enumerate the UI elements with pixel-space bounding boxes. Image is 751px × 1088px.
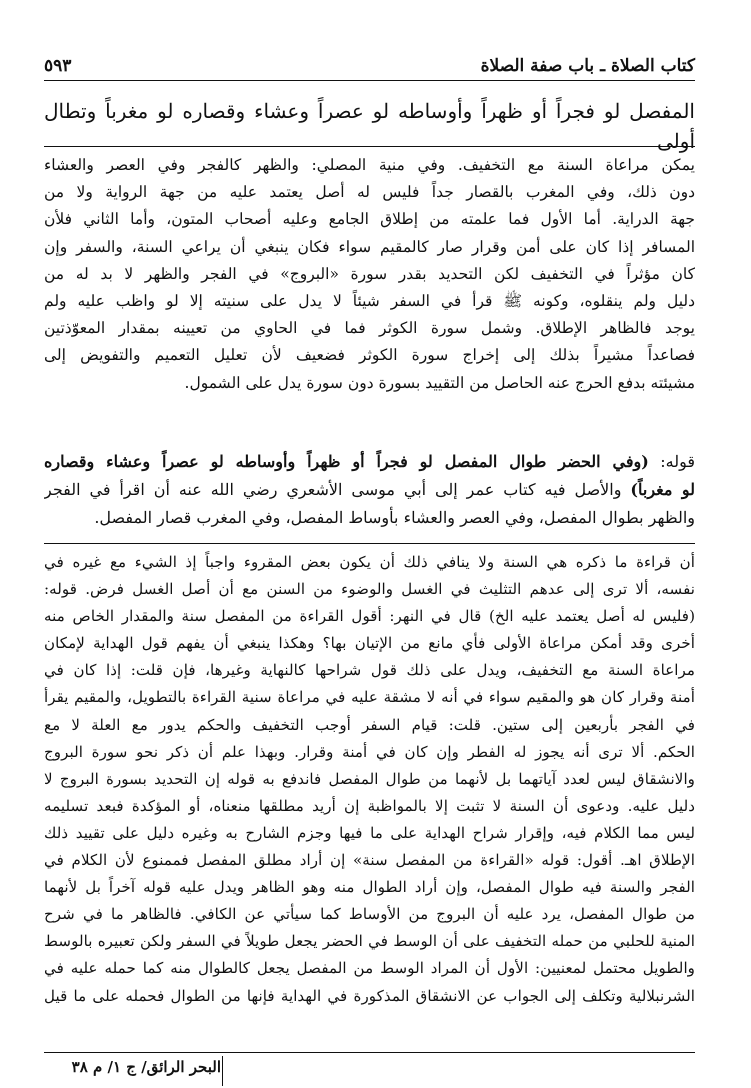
footnote-line: (فليس له أصل يعتمد عليه الخ) قال في النهر: أقول القراءة من المفصل سنة والمقدار الخاص منه — [44, 607, 695, 626]
commentary-line: مشيئته بدفع الحرج عنه الحاصل من التقييد بسورة دون سورة يدل على الشمول. — [184, 373, 695, 392]
footnote-line: دليل عليه. ودعوى أن السنة لا تثبت إلا بالمواظبة إن أريد مطلقها منعناه، أو المؤكدة فبعد تسليمه — [44, 796, 695, 815]
footnote-line: الإطلاق اهـ. أقول: قوله «القراءة من المفصل سنة» إن أراد مطلق المفصل فممنوع لأن الكلام في — [44, 851, 695, 870]
chapter-title: كتاب الصلاة ـ باب صفة الصلاة — [480, 56, 695, 76]
quote-lead: قوله: — [660, 452, 695, 471]
quote-block — [44, 448, 695, 532]
footnote-line: ليس مما الكلام فيه، وإقرار شراح الهداية على ما فيها وجزم الشارح به وغيره دليل على تقييد ذلك — [44, 823, 695, 842]
main-text: المفصل لو فجراً أو ظهراً وأوساطه لو عصراً وعشاء وقصاره لو مغرباً وتطال أولى — [44, 99, 695, 153]
commentary-block — [44, 152, 695, 397]
commentary-line: دليل ولم ينقلوه، وكونه ﷺ قرأ في السفر شيئاً لا يدل على سنيته إلا لو واظب عليه ولم — [44, 292, 695, 311]
footnote-line: من طوال المفصل، يرد عليه أن البروج من الأوساط كما سيأتي عن الكافي. فالظاهر ما في شرح — [44, 905, 695, 924]
quote-bold-text: (وفي الحضر طوال المفصل لو فجراً أو ظهراً وأوساطه لو عصراً وعشاء وقصاره — [44, 452, 649, 471]
footnote-line: مراعاة السنة مع التخفيف، ويدل على ذلك قول شراحها كالنهاية وغيرها، فإن قلت: إذا كان في — [44, 661, 695, 680]
commentary-line: المسافر إذا كان على أمن وقرار صار كالمقيم سواء فكان ينبغي أن يراعي السنة، والسفر وإن — [44, 237, 695, 256]
quote-line-3: والظهر بطوال المفصل، وفي العصر والعشاء بأوساط المفصل، وفي المغرب قصار المفصل. — [94, 508, 695, 527]
footnote-block — [44, 549, 695, 1010]
footnote-line: الفجر والسنة فيه طوال المفصل، وإن أراد الطوال منه وهو الظاهر ويدل عليه قوله آخراً بل لأنهما — [44, 878, 695, 897]
footnote-line: الشرنبلالية وتكلف إلى الجواب عن الانشقاق المذكورة في الهداية فإنها من الطوال فحمله على ما قيل — [44, 986, 695, 1005]
footnote-line: المنية للحلبي من حمله التخفيف على أن الوسط في الحضر يجعل طويلاً في السفر ولكن تعبيره بالوسط — [44, 932, 695, 951]
main-text-divider — [44, 146, 695, 147]
footer-divider — [222, 1056, 223, 1086]
footnote-line: والانشقاق ليس لعدد آياتهما بل لأنهما من طوال المفصل فاندفع به قوله إن التحديد بسورة البروج لا — [44, 769, 695, 788]
quote-line-1 — [44, 448, 695, 476]
footnote-divider — [44, 543, 695, 544]
header-rule — [44, 80, 695, 81]
footnote-line: أمنة وقرار كان هو والمقيم سواء في أنه لا مشقة عليه في مراعاة سنية القراءة بالتطويل، والمقيم يقرأ — [44, 688, 695, 707]
footnote-line: أخرى وقد أمكن مراعاة الأولى فأي مانع من الإتيان بها؟ وهكذا ينبغي أن يفهم قول الهداية لإمكان — [44, 634, 695, 653]
footnote-line: نفسه، ألا ترى إلى عدهم التثليث في الغسل والوضوء من السنن مع أن أصل الغسل فرض. قوله: — [44, 580, 695, 599]
footnote-line: الحكم. ألا ترى أنه يجوز له الفطر وإن كان في أمنة وقرار. وبهذا علم أن ذكر نحو سورة البروج — [44, 742, 695, 761]
footnote-line: في الفجر بأربعين إلى ستين. قلت: قيام السفر أوجب التخفيف والحكم يدور مع العلة لا مع — [44, 715, 695, 734]
page-number: ٥٩٣ — [44, 56, 72, 76]
footer-book-ref: البحر الرائق/ ج ١/ م ٣٨ — [71, 1058, 221, 1076]
commentary-line: كان مؤثراً في التخفيف لكن التحديد بقدر سورة «البروج» في الفجر والظهر لا بد له من — [44, 264, 695, 283]
commentary-line: يمكن مراعاة السنة مع التخفيف. وفي منية المصلي: والظهر كالفجر وفي العصر والعشاء — [44, 156, 695, 174]
quote-text: والأصل فيه كتاب عمر إلى أبي موسى الأشعري رضي الله عنه أن اقرأ في الفجر — [44, 480, 622, 499]
commentary-line: دون ذلك، وفي المغرب بالقصار جداً فليس له أصل يعتمد عليه من جهة الرواية ولا من — [44, 183, 695, 202]
footnote-line: أن قراءة ما ذكره هي السنة ولا ينافي ذلك أن يكون بعض المقروء واجباً إذ الشيء مع غيره في — [44, 553, 695, 571]
footnote-line: والطويل محتمل لمعنيين: الأول أن المراد الوسط من المفصل يجعل كالطوال منه كما حمله عليه في — [44, 959, 695, 978]
commentary-line: جهة الدراية. أما الأول فما علمته من إطلاق الجامع وعليه أصحاب المتون، وأما الثاني فلأن — [44, 210, 695, 229]
footer-rule — [44, 1052, 695, 1053]
commentary-line: يوجد فالظاهر الإطلاق. وشمل سورة الكوثر فما في الحاوي من تعيينه بمقدار المعوّذتين — [44, 319, 695, 338]
quote-line-2 — [44, 476, 695, 504]
page-header — [44, 50, 695, 76]
quote-bold-text: لو مغرباً) — [630, 480, 695, 499]
commentary-line: فصاعداً مشيراً بذلك إلى إخراج سورة الكوثر فضعيف لأن تعليل التعميم والتفويض إلى — [44, 346, 695, 365]
